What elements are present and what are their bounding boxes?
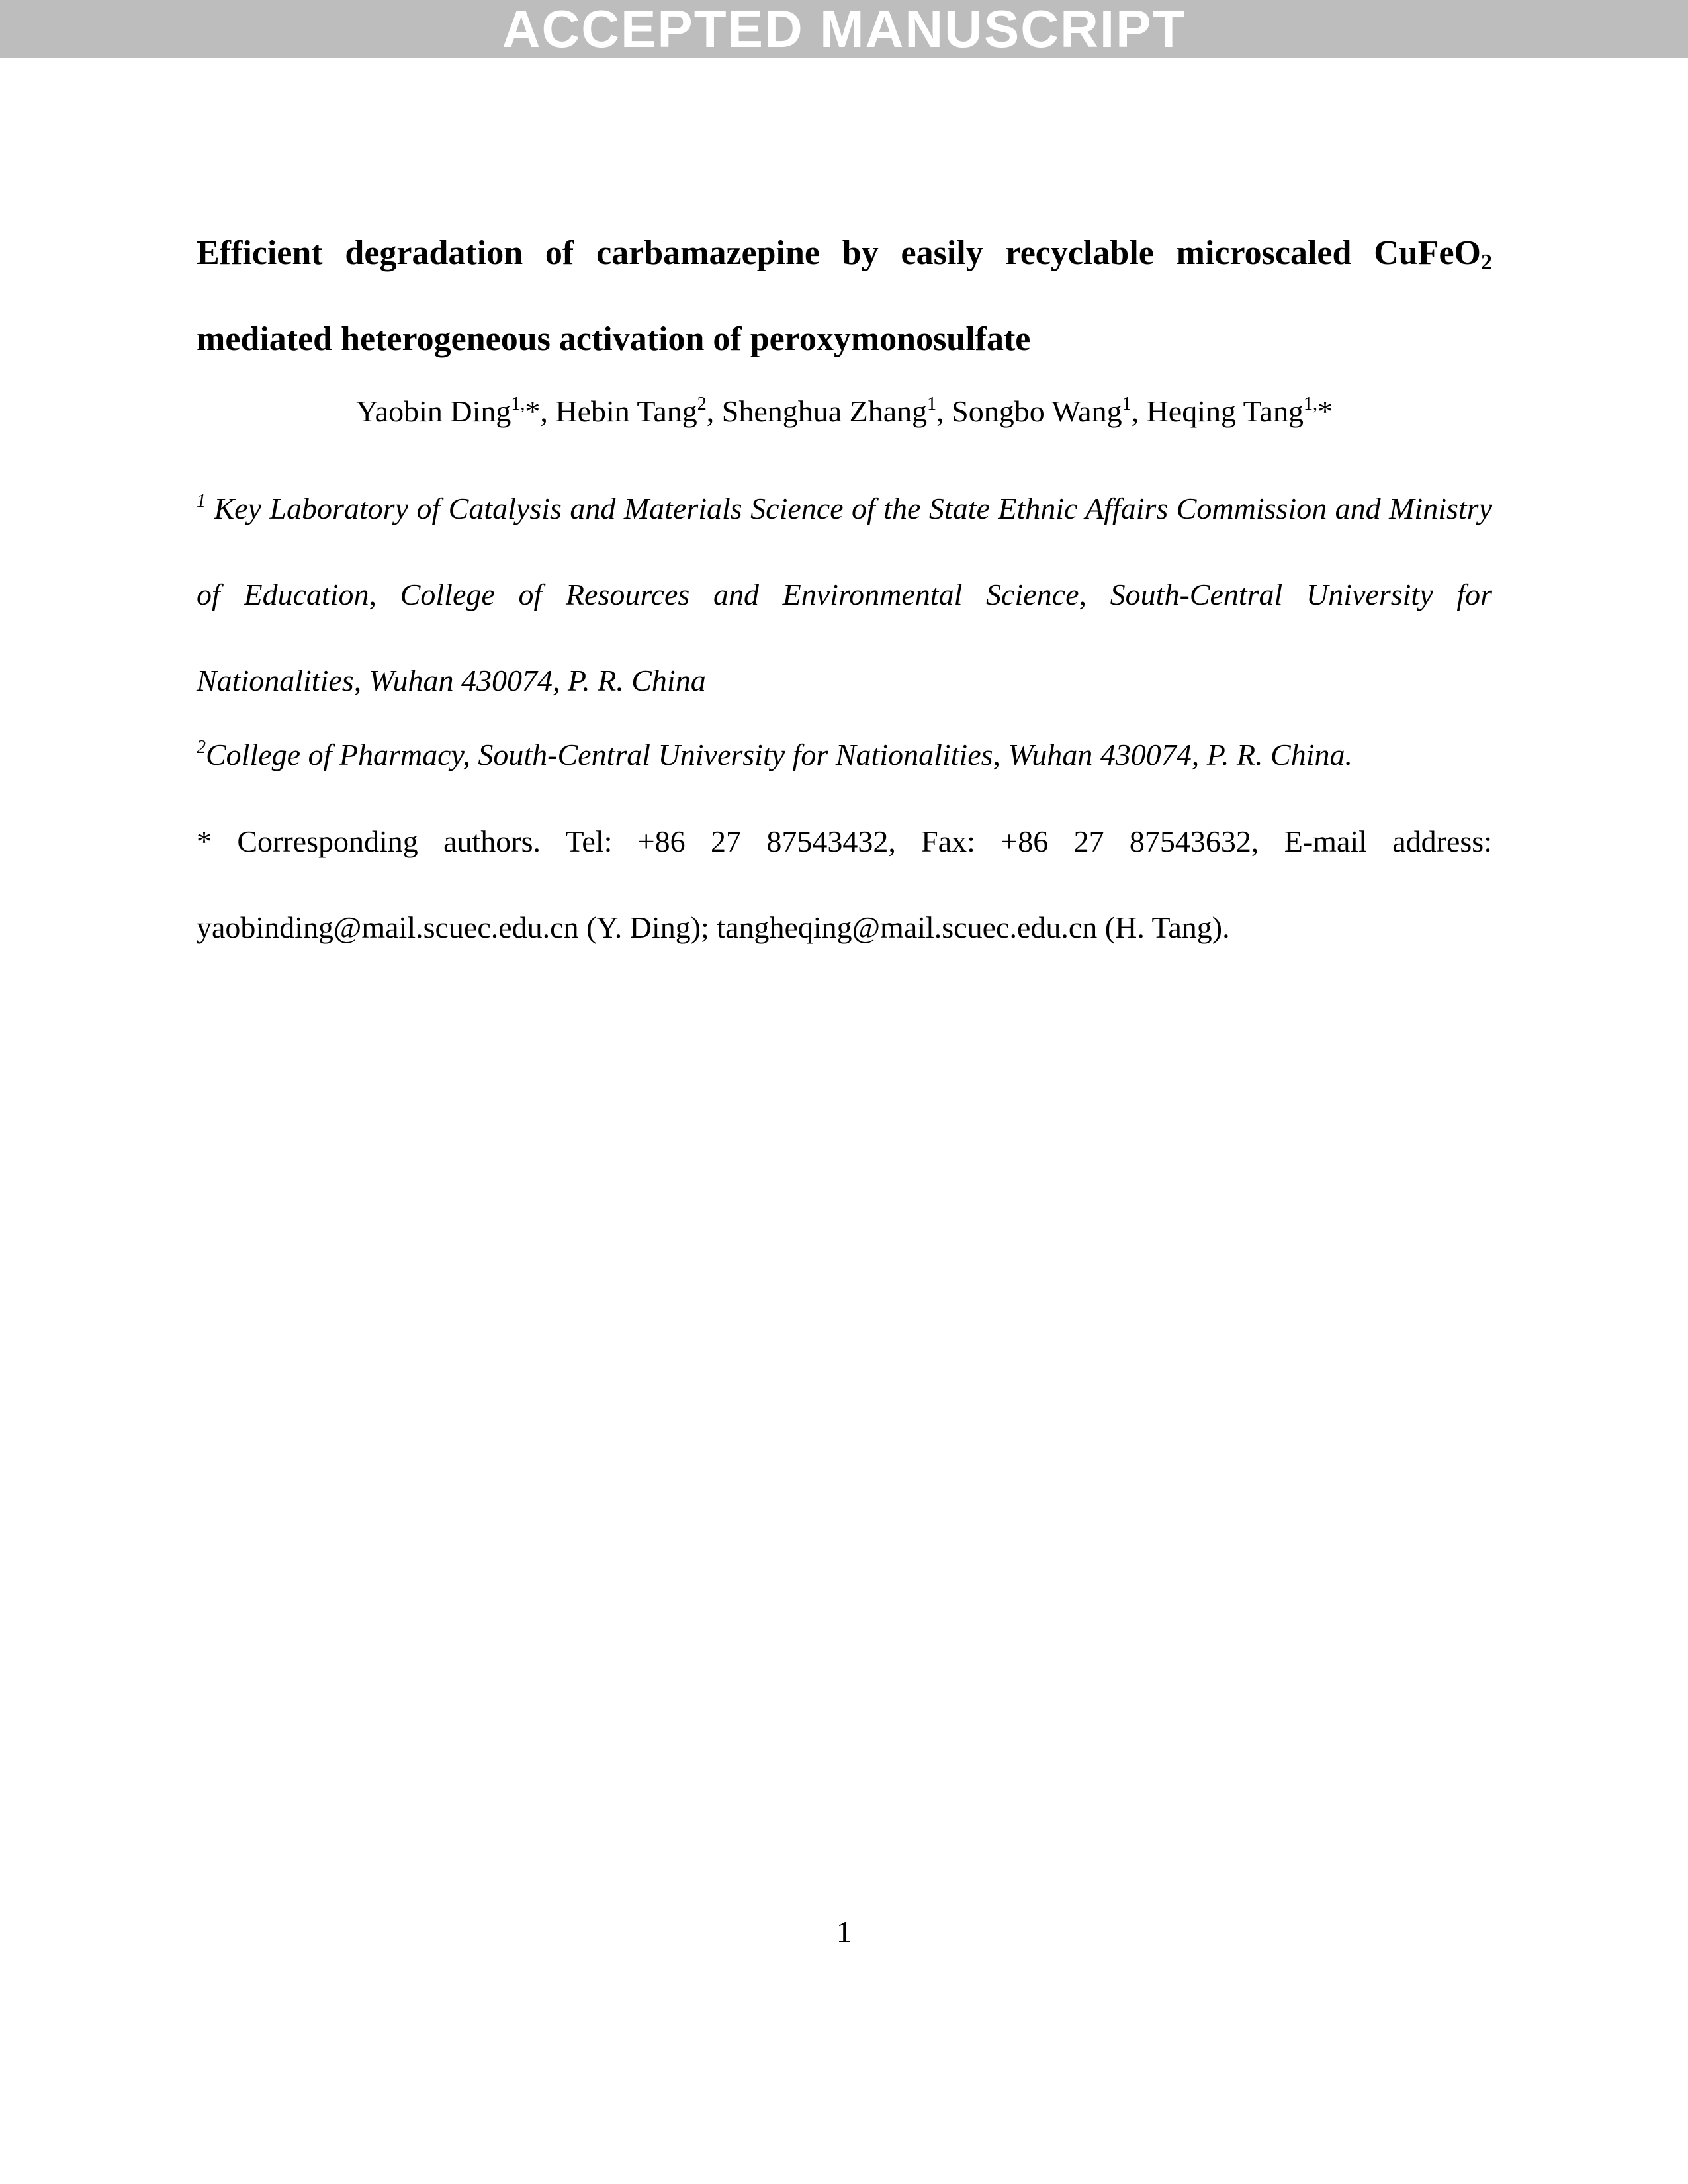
affiliation-number: 1 bbox=[197, 491, 206, 511]
banner-text: ACCEPTED MANUSCRIPT bbox=[502, 0, 1186, 58]
author-list bbox=[197, 385, 1492, 438]
title-part-2: mediated heterogeneous activation of peroxymonosulfate bbox=[197, 320, 1031, 358]
author-affiliation-mark: 1 bbox=[927, 394, 937, 414]
author-separator: , bbox=[540, 394, 556, 428]
corresponding-author-note bbox=[197, 799, 1492, 971]
affiliation-1 bbox=[197, 466, 1492, 724]
author-name: Yaobin Ding bbox=[356, 394, 511, 428]
corresponding-email-line: yaobinding@mail.scuec.edu.cn (Y. Ding); tangheqing@mail.scuec.edu.cn (H. Tang). bbox=[197, 910, 1230, 944]
author-affiliation-mark: 1, bbox=[1303, 394, 1317, 414]
affiliation-2 bbox=[197, 712, 1492, 798]
author-corresponding-mark: * bbox=[1317, 394, 1333, 428]
author-separator: , bbox=[706, 394, 722, 428]
author-name: Songbo Wang bbox=[952, 394, 1122, 428]
affiliation-number: 2 bbox=[197, 737, 206, 758]
author-affiliation-mark: 1, bbox=[511, 394, 525, 414]
author-separator: , bbox=[936, 394, 952, 428]
title-part-1: Efficient degradation of carbamazepine by easily recyclable microscaled CuFeO bbox=[197, 234, 1481, 272]
author-name: Hebin Tang bbox=[555, 394, 697, 428]
page-number: 1 bbox=[836, 1915, 852, 1948]
affiliation-text: Key Laboratory of Catalysis and Materials Science of the State Ethnic Affairs Commission and Ministry of Education, College of Resources and Environmental Science, South-Central University for Nationalities, Wuhan 430074, P. R. China bbox=[197, 492, 1492, 697]
corresponding-contact-line: * Corresponding authors. Tel: +86 27 87543432, Fax: +86 27 87543632, E-mail address: bbox=[197, 824, 1492, 858]
author-affiliation-mark: 2 bbox=[697, 394, 707, 414]
author-name: Shenghua Zhang bbox=[721, 394, 928, 428]
author-affiliation-mark: 1 bbox=[1122, 394, 1132, 414]
affiliation-text: College of Pharmacy, South-Central University for Nationalities, Wuhan 430074, P. R. China. bbox=[206, 738, 1353, 771]
author-separator: , bbox=[1131, 394, 1147, 428]
author-name: Heqing Tang bbox=[1146, 394, 1304, 428]
author-corresponding-mark: * bbox=[525, 394, 541, 428]
title-subscript: 2 bbox=[1481, 250, 1492, 275]
paper-title bbox=[197, 210, 1492, 382]
